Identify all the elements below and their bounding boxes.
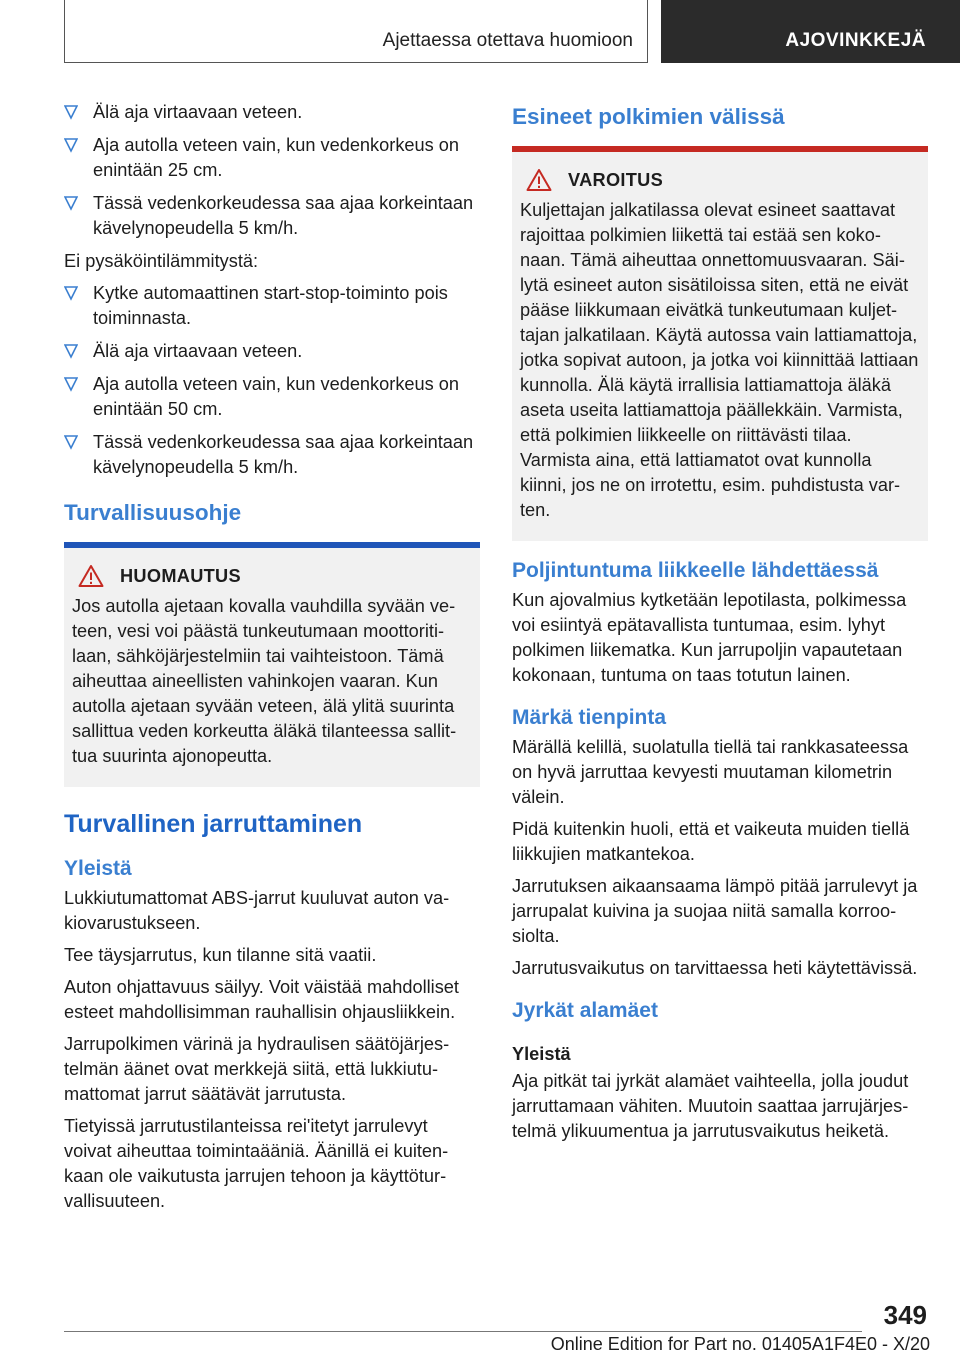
paragraph: Jarrupolkimen värinä ja hydraulisen säätöjärjestelmän äänet ovat merkkejä siitä, että lukkiutumattomat jarrut säätävät jarrutusta. — [64, 1034, 450, 1104]
pedal-feel-text: Kun ajovalmius kytketään lepotilasta, polkimessa voi esiintyä epätavallista tuntumaa, esim. lyhyt polkimen liikematka. Kun jarrupoljin vapautetaan kokonaan, tuntuma on taas totutun lainen. — [512, 590, 907, 685]
pedal-feel-heading: Poljintuntuma liikkeelle lähdettäessä — [512, 559, 879, 582]
footer-rule — [64, 1331, 862, 1332]
no-heating-label: Ei pysäköintilämmitystä: — [64, 251, 259, 271]
page-header — [0, 0, 960, 66]
safety-heading: Turvallisuusohje — [64, 500, 242, 525]
general-heading: Yleistä — [64, 857, 132, 880]
wet-road-heading: Märkä tienpinta — [512, 706, 667, 729]
paragraph: Jarrutuksen aikaansaama lämpö pitää jarrulevyt ja jarrupalat kuivina ja suojaa niitä samalla korroosiolta. — [512, 876, 918, 946]
notice-label: HUOMAUTUS — [120, 565, 241, 586]
warning-triangle-icon — [526, 168, 552, 192]
section-tab — [64, 0, 648, 63]
paragraph: Märällä kelillä, suolatulla tiellä tai rankkasateessa on hyvä jarruttaa kevyesti muutaman kilometrin välein. — [512, 737, 909, 807]
list-item: Älä aja virtaavaan veteen. — [64, 339, 480, 364]
list-item: Älä aja virtaavaan veteen. — [64, 100, 480, 125]
braking-heading: Turvallinen jarruttaminen — [64, 810, 363, 838]
right-column — [512, 100, 928, 1151]
pedals-heading: Esineet polkimien välissä — [512, 104, 785, 129]
triangle-bullet-icon — [64, 195, 78, 211]
list-item: Aja autolla veteen vain, kun vedenkorkeus on enintään 25 cm. — [64, 133, 480, 183]
paragraph: Jarrutusvaikutus on tarvittaessa heti käytettävissä. — [512, 958, 918, 978]
list-item: Tässä vedenkorkeudessa saa ajaa korkeintaan kävelynopeudella 5 km/h. — [64, 430, 480, 480]
chapter-tab — [661, 0, 960, 63]
list-item: Kytke automaattinen start-stop-toiminto pois toiminnasta. — [64, 281, 480, 331]
notice-header — [72, 564, 472, 588]
footer-edition: Online Edition for Part no. 01405A1F4E0 - X/20 — [550, 1334, 930, 1354]
triangle-bullet-icon — [64, 137, 78, 153]
triangle-bullet-icon — [64, 434, 78, 450]
paragraph: Auton ohjattavuus säilyy. Voit väistää mahdolliset esteet mahdollisimman rauhallisin ohjausliikkein. — [64, 977, 459, 1022]
left-column — [64, 100, 480, 1221]
paragraph: Tietyissä jarrutustilanteissa rei'itetyt jarrulevyt voivat aiheuttaa toimintaääniä. Äänillä ei kuitenkaan ole vaikutusta jarrujen tehoon ja käyttöturvallisuuteen. — [64, 1116, 449, 1211]
slopes-general-heading: Yleistä — [512, 1044, 571, 1064]
chapter-title: AJOVINKKEJÄ — [785, 30, 926, 51]
warning-label: VAROITUS — [568, 169, 664, 190]
slopes-heading: Jyrkät alamäet — [512, 999, 658, 1022]
warning-text: Kuljettajan jalkatilassa olevat esineet saattavat rajoittaa polkimien liikettä tai estää sen kokonaan. Tämä aiheuttaa onnettomuusvaaran. Säilytä esineet auton sisätiloissa siten, että ne eivät pääse liikkumaan eivätkä tunkeutumaan kuljettajan jalkatilaan. Käytä autossa vain lattiamattoja, jotka sopivat autoon, ja jotka voi kiinnittää lattiaan kunnolla. Älä käytä irrallisia lattiamattoja äläkä aseta useita lattiamattoja päällekkäin. Varmista, että polkimien liikkeelle on riittävästi tilaa. Varmista aina, että lattiamatot ovat kunnolla kiinni, jos ne on irrotettu, esim. puhdistusta varten. — [520, 200, 919, 520]
paragraph: Tee täysjarrutus, kun tilanne sitä vaatii. — [64, 945, 377, 965]
water-list-1 — [64, 100, 480, 241]
triangle-bullet-icon — [64, 376, 78, 392]
triangle-bullet-icon — [64, 285, 78, 301]
slopes-text: Aja pitkät tai jyrkät alamäet vaihteella, jolla joudut jarruttamaan vähiten. Muutoin saattaa jarrujärjestelmä ylikuumentua ja jarrutusvaikutus heiketä. — [512, 1071, 909, 1141]
page-number: 349 — [883, 1300, 927, 1330]
list-item: Tässä vedenkorkeudessa saa ajaa korkeintaan kävelynopeudella 5 km/h. — [64, 191, 480, 241]
section-title: Ajettaessa otettava huomioon — [382, 30, 633, 51]
notice-text: Jos autolla ajetaan kovalla vauhdilla syvään veteen, vesi voi päästä tunkeutumaan moottoritilaan, sähköjärjestelmiin tai vaihteistoon. Tämä aiheuttaa aineellisten vahinkojen vaaran. Kun autolla ajetaan syvään veteen, älä ylitä suurinta sallittua veden korkeutta äläkä tilanteessa sallittua suurinta ajonopeutta. — [72, 596, 457, 766]
warning-header — [520, 168, 920, 192]
warning-triangle-icon — [78, 564, 104, 588]
paragraph: Pidä kuitenkin huoli, että et vaikeuta muiden tiellä liikkujien matkantekoa. — [512, 819, 910, 864]
list-item: Aja autolla veteen vain, kun vedenkorkeus on enintään 50 cm. — [64, 372, 480, 422]
triangle-bullet-icon — [64, 343, 78, 359]
warning-box — [512, 152, 928, 541]
triangle-bullet-icon — [64, 104, 78, 120]
notice-box — [64, 548, 480, 787]
paragraph: Lukkiutumattomat ABS-jarrut kuuluvat auton vakiovarustukseen. — [64, 888, 450, 933]
water-list-2 — [64, 281, 480, 480]
